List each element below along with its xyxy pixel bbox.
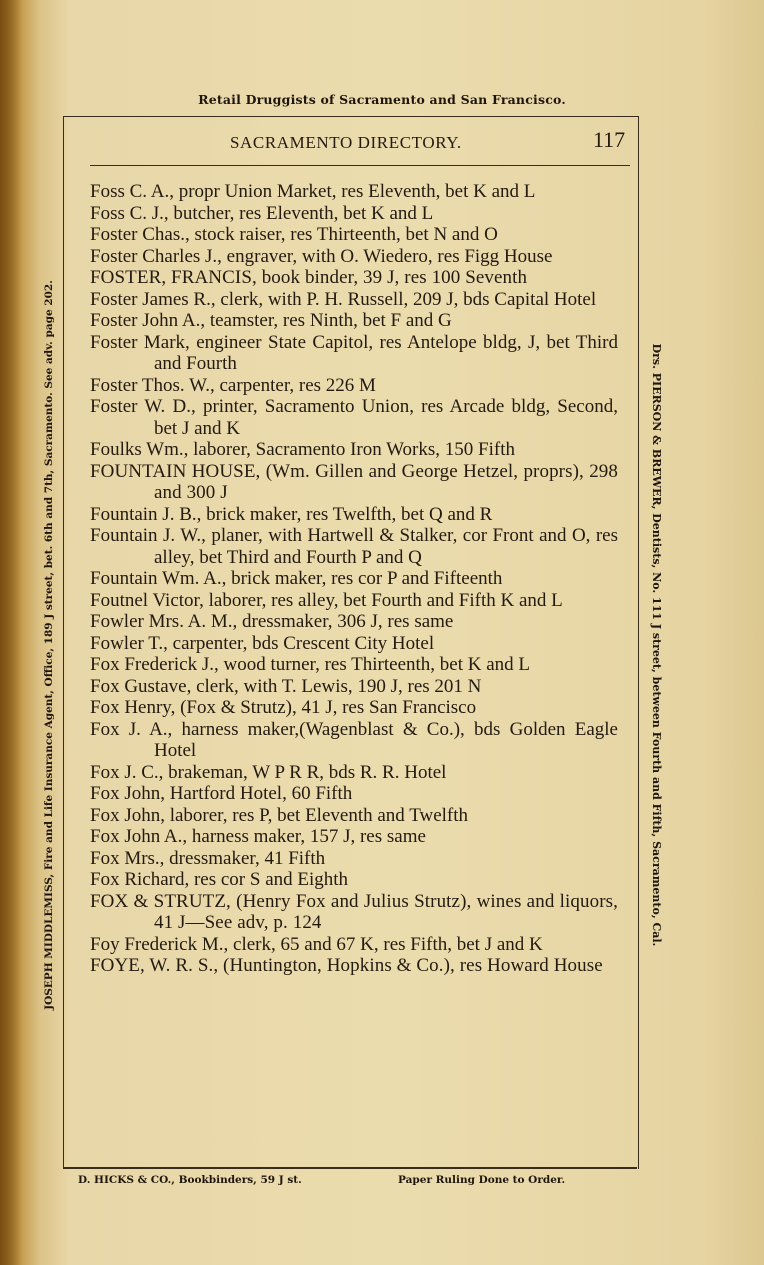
directory-entry: FOSTER, FRANCIS, book binder, 39 J, res 100 Seventh xyxy=(90,267,528,288)
directory-entry: Fowler Mrs. A. M., dressmaker, 306 J, res same xyxy=(90,611,454,632)
directory-entry: Foster Chas., stock raiser, res Thirteenth, bet N and O xyxy=(90,224,498,245)
directory-entry: Fountain J. B., brick maker, res Twelfth, bet Q and R xyxy=(90,503,493,525)
directory-entry: Foulks Wm., laborer, Sacramento Iron Works, 150 Fifth xyxy=(90,439,515,460)
directory-entry: Foss C. A., propr Union Market, res Eleventh, bet K and L xyxy=(90,181,536,202)
directory-entry: Foster Thos. W., carpenter, res 226 M xyxy=(90,374,376,396)
page-title: SACRAMENTO DIRECTORY. xyxy=(230,133,462,152)
directory-entry: Foster W. D., printer, Sacramento Union, res Arcade bldg, Second, bet J and K xyxy=(90,396,618,439)
directory-entry: Fox Richard, res cor S and Eighth xyxy=(90,869,349,890)
directory-entry: Fountain Wm. A., brick maker, res cor P and Fifteenth xyxy=(90,568,503,589)
directory-entry: Fox Frederick J., wood turner, res Thirteenth, bet K and L xyxy=(90,654,531,675)
directory-entry: Foster James R., clerk, with P. H. Russell, 209 J, bds Capital Hotel xyxy=(90,288,597,310)
directory-entry: Fox John, Hartford Hotel, 60 Fifth xyxy=(90,783,353,804)
spine-shadow xyxy=(0,0,22,1265)
page-frame-bottom-rule xyxy=(63,1167,637,1169)
directory-entry: Fox John A., harness maker, 157 J, res same xyxy=(90,826,426,847)
directory-entry: Fox J. C., brakeman, W P R R, bds R. R. Hotel xyxy=(90,761,447,783)
header-rule xyxy=(90,165,630,166)
directory-entry: FOUNTAIN HOUSE, (Wm. Gillen and George Hetzel, proprs), 298 and 300 J xyxy=(90,460,618,503)
directory-entry: Foster Mark, engineer State Capitol, res Antelope bldg, J, bet Third and Fourth xyxy=(90,331,618,374)
left-margin-ad: JOSEPH MIDDLEMISS, Fire and Life Insurance Agent, Office, 189 J street, bet. 6th and 7th, Sacramento. See adv. page 202. xyxy=(43,280,55,1010)
directory-entry: Fowler T., carpenter, bds Crescent City Hotel xyxy=(90,632,435,654)
directory-entry: Fox Gustave, clerk, with T. Lewis, 190 J, res 201 N xyxy=(90,675,482,697)
footer-right-text: Paper Ruling Done to Order. xyxy=(398,1174,566,1186)
right-margin-ad: Drs. PIERSON & BREWER, Dentists, No. 111 J street, between Fourth and Fifth, Sacramento, Cal. xyxy=(650,343,663,947)
directory-entry: Fox Mrs., dressmaker, 41 Fifth xyxy=(90,847,326,869)
directory-entries xyxy=(90,181,618,977)
directory-entry: Foster John A., teamster, res Ninth, bet F and G xyxy=(90,310,452,331)
directory-entry: FOYE, W. R. S., (Huntington, Hopkins & Co.), res Howard House xyxy=(90,955,603,976)
directory-entry: Fox Henry, (Fox & Strutz), 41 J, res San Francisco xyxy=(90,697,477,718)
directory-entry: Fox John, laborer, res P, bet Eleventh and Twelfth xyxy=(90,804,469,826)
directory-entry: Foster Charles J., engraver, with O. Wiedero, res Figg House xyxy=(90,245,553,267)
page-number: 117 xyxy=(593,127,626,152)
footer-left-text: D. HICKS & CO., Bookbinders, 59 J st. xyxy=(78,1174,302,1186)
top-banner-ad: Retail Druggists of Sacramento and San Francisco. xyxy=(198,92,566,107)
directory-entry: Fountain J. W., planer, with Hartwell & Stalker, cor Front and O, res alley, bet Third and Fourth P and Q xyxy=(90,525,618,568)
directory-entry: Foss C. J., butcher, res Eleventh, bet K and L xyxy=(90,202,434,224)
directory-entry: Fox J. A., harness maker,(Wagenblast & Co.), bds Golden Eagle Hotel xyxy=(90,718,618,761)
directory-entry: Foutnel Victor, laborer, res alley, bet Fourth and Fifth K and L xyxy=(90,589,563,611)
footer-ad xyxy=(78,1174,628,1186)
directory-entry: Foy Frederick M., clerk, 65 and 67 K, res Fifth, bet J and K xyxy=(90,933,543,955)
directory-entry: FOX & STRUTZ, (Henry Fox and Julius Strutz), wines and liquors, 41 J—See adv, p. 124 xyxy=(90,890,618,933)
